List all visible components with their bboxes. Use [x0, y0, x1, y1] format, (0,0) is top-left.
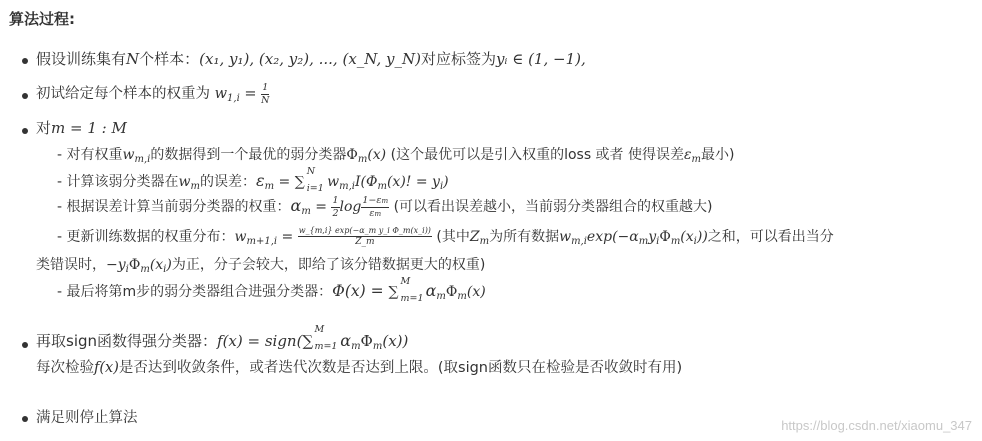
item-3-text: 对: [36, 119, 52, 137]
item-4-line2-f: f(x): [94, 360, 119, 376]
item-3-sub-4: [57, 226, 834, 247]
item-3-sub-2: [57, 166, 449, 194]
sub3-log: log: [339, 199, 362, 215]
item-1-text-b: 个样本：: [139, 50, 200, 68]
item-4-alpha-sub: m: [351, 341, 361, 352]
sub2-rhs-w: w: [322, 174, 340, 190]
sub5-x: (x): [466, 284, 486, 300]
sub2-sum-upper: N: [306, 166, 316, 177]
item-3-sub-5: [57, 276, 486, 304]
sub2-rhs-indicator: I(Φ: [355, 174, 378, 190]
sub5-sum-upper: M: [400, 276, 411, 287]
sub1-phi-sub: m: [357, 154, 368, 165]
sub1-text-c: (这个最优可以是引入权重的loss 或者 使得误差: [386, 147, 685, 163]
sub3-ratio-num: 1−ε: [362, 195, 382, 206]
sub2-w: w: [178, 174, 191, 190]
item-1-var-n: N: [126, 50, 140, 68]
sub5-phi-sub: m: [457, 291, 467, 302]
bullet-2: [22, 93, 28, 99]
sub3-text-a: - 根据误差计算当前弱分类器的权重：: [57, 199, 291, 215]
sub3-alpha-sub: m: [301, 206, 311, 217]
sub4-frac-num: w_{m,i} exp(−α_m y_i Φ_m(x_i)): [298, 226, 431, 235]
sub2-eps-sub: m: [264, 181, 275, 192]
sub2-text-a: - 计算该弱分类器在: [57, 174, 179, 190]
item-4-alpha: α: [335, 331, 352, 350]
item-3-line: [36, 117, 127, 138]
sub1-w: w: [122, 147, 135, 163]
item-5-line: [36, 406, 138, 427]
sub2-text-b: 的误差：: [199, 174, 256, 190]
sub2-w-sub: m: [190, 181, 200, 192]
item-4-sum-lower: m=1: [314, 341, 338, 352]
sub4-cont-x-sub: i: [163, 264, 167, 275]
sub4-frac-den: Z_m: [355, 237, 375, 247]
sub4-fraction: [298, 227, 432, 247]
item-5-text: 满足则停止算法: [36, 410, 138, 426]
sub4-w: w: [559, 229, 572, 245]
sub4-text-b: (其中: [431, 229, 470, 245]
sub4-exp-close: )): [696, 229, 708, 245]
item-4-expr-d: (x)): [382, 332, 409, 350]
sub2-rhs-phi-sub: m: [377, 181, 387, 192]
bullet-5: [22, 416, 28, 422]
sub5-text-a: - 最后将第m步的弱分类器组合进强分类器：: [57, 284, 333, 300]
sub4-text-c: 为所有数据: [489, 229, 560, 245]
sub1-w-sub: m,i: [134, 154, 151, 165]
bullet-1: [22, 58, 28, 64]
sub3-half-num: 1: [332, 195, 339, 206]
sub4-cont-sub: i: [125, 264, 129, 275]
bullet-4: [22, 342, 28, 348]
sub2-rhs-y-sub: i: [439, 181, 444, 192]
item-2-text: 初试给定每个样本的权重为: [36, 86, 210, 102]
sub3-text-b: (可以看出误差越小，当前弱分类器组合的权重越大): [389, 199, 713, 215]
item-4-line: [36, 324, 409, 352]
item-1-label-expr: yᵢ ∈ (1, −1),: [495, 50, 586, 68]
item-1-samples: (x₁, y₁), (x₂, y₂), ..., (x_N, y_N): [199, 50, 421, 68]
item-2-line: [36, 82, 269, 105]
sub4-exp-x: (x: [680, 229, 694, 245]
sub1-text-d: 最小): [701, 147, 735, 163]
item-2-frac-num: 1: [262, 82, 269, 93]
sub4-z-sub: m: [479, 236, 490, 247]
item-4-expr-a: f(x) = sign(: [217, 332, 303, 350]
sub3-ratio-num-sub: m: [381, 197, 389, 205]
sub5-phi: Φ: [445, 284, 458, 300]
sub3-ratio-den: ε: [369, 207, 375, 219]
sub1-eps: ε: [684, 147, 692, 163]
sub2-sum-sign: ∑ N i=1: [294, 166, 324, 194]
item-4-phi: Φ: [360, 332, 373, 350]
item-4-text: 再取sign函数得强分类器：: [36, 332, 218, 350]
sub2-eps: ε: [255, 171, 265, 190]
sub4-z: Z: [469, 229, 480, 245]
sub4-lhs-w: w: [234, 229, 247, 245]
sub4-exp-y-sub: i: [656, 236, 660, 247]
sub4-cont-phi: Φ: [128, 257, 141, 273]
item-2-expr-sub: 1,i: [227, 93, 240, 104]
sub4-exp-phi-sub: m: [670, 236, 681, 247]
sub4-cont-text-a: 类错误时，: [36, 257, 106, 273]
sub3-eq: =: [310, 199, 332, 215]
item-4-line-2: [36, 356, 682, 377]
sub4-cont-phi-sub: m: [140, 264, 150, 275]
item-1-text-c: 对应标签为: [420, 50, 496, 68]
sub4-exp-phi: Φ: [659, 229, 671, 245]
sub4-cont-close: ): [166, 257, 172, 273]
watermark: https://blog.csdn.net/xiaomu_347: [781, 418, 972, 433]
sub5-sum-lower: m=1: [400, 293, 424, 304]
sub3-ratio-den-sub: m: [374, 209, 382, 218]
sub4-lhs-sub: m+1,i: [246, 236, 278, 247]
item-2-fraction: [261, 83, 269, 105]
sub4-cont-x: (x: [149, 257, 164, 273]
section-title: 算法过程:: [9, 10, 75, 28]
sub3-alpha: α: [290, 196, 302, 215]
item-3-sub-1: [57, 144, 734, 165]
sub4-exp-y: y: [648, 229, 657, 245]
sub4-exp-x-sub: i: [693, 236, 697, 247]
sub1-phi: Φ: [346, 147, 358, 163]
sub2-rhs-w-sub: m,i: [339, 181, 355, 192]
sub5-alpha: α: [420, 281, 437, 300]
bullet-3: [22, 128, 28, 134]
sub4-exp: exp(−α: [586, 229, 639, 245]
item-3-sub-3: [57, 196, 713, 218]
item-2-eq: =: [239, 86, 262, 102]
sub4-eq: =: [277, 229, 298, 245]
sub4-text-e: 之和，可以看出当分: [707, 229, 834, 245]
sub4-cont-text-b: 为正，分子会较大，即给了该分错数据更大的权重): [171, 257, 486, 273]
item-4-sum-sign: ∑ M m=1: [302, 324, 338, 352]
sub4-cont-expr: −y: [106, 257, 126, 273]
sub2-eq: =: [274, 174, 295, 190]
sub5-lhs: Φ(x) =: [332, 282, 389, 300]
sub1-text-b: 的数据得到一个最优的弱分类器: [150, 147, 347, 163]
sub3-half: [331, 196, 339, 218]
sub4-w-sub: m,i: [571, 236, 587, 247]
item-3-sub-4-cont: [36, 254, 485, 275]
item-4-line2-a: 每次检验: [36, 360, 94, 376]
sub2-rhs-close: ): [443, 174, 449, 190]
sub5-alpha-sub: m: [436, 291, 446, 302]
item-3-expr: m = 1 : M: [51, 119, 127, 137]
sub4-exp-sub1: m: [638, 236, 649, 247]
item-4-sum-upper: M: [314, 324, 325, 335]
item-2-frac-den: N: [261, 94, 270, 106]
sub3-ratio: [361, 196, 389, 218]
item-2-expr-lhs: w: [214, 86, 228, 102]
sub2-sum-lower: i=1: [306, 183, 324, 194]
sub1-eps-sub: m: [691, 154, 702, 165]
item-4-phi-sub: m: [372, 341, 383, 352]
item-4-line2-b: 是否达到收敛条件，或者迭代次数是否达到上限。(取sign函数只在检验是否收敛时有用): [118, 360, 683, 376]
sub3-half-den: 2: [332, 207, 339, 219]
sub2-rhs-cond: (x)! = y: [386, 174, 440, 190]
sub4-text-a: - 更新训练数据的权重分布：: [57, 229, 235, 245]
item-1-text-a: 假设训练集有: [36, 50, 127, 68]
item-1-line: [36, 48, 586, 69]
sub1-text-a: - 对有权重: [57, 147, 123, 163]
sub1-x: (x): [367, 147, 387, 163]
sub5-sum-sign: ∑ M m=1: [388, 276, 424, 304]
